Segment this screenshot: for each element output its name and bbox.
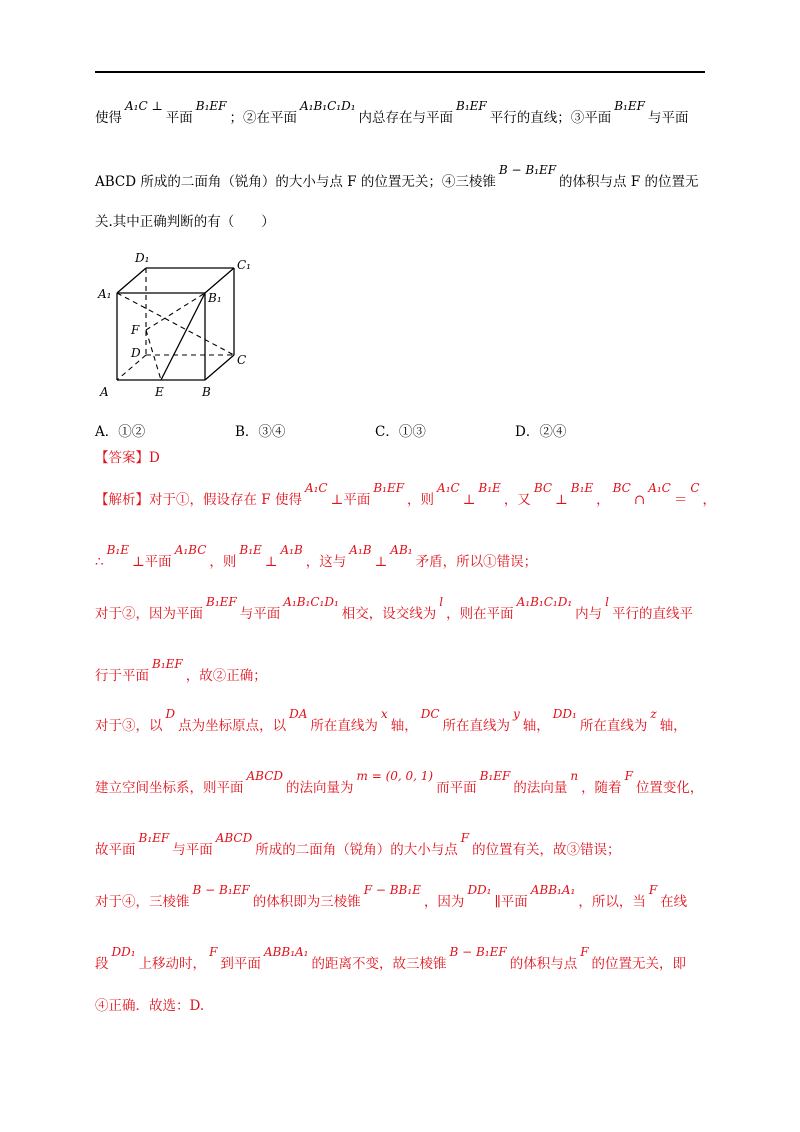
math: DD₁: [467, 883, 492, 897]
text: ⊥平面: [330, 492, 371, 508]
text: 对于②，因为平面: [95, 606, 203, 622]
math: B − B₁EF: [498, 163, 557, 177]
math: A₁B₁C₁D₁: [299, 99, 356, 113]
cube-figure: [95, 250, 265, 400]
label-C: C: [237, 353, 247, 367]
text: 的距离不变，故三棱锥: [311, 956, 447, 972]
text: ∩: [633, 492, 646, 508]
math: y: [513, 707, 520, 721]
text: ，因为: [423, 894, 465, 910]
text: 内总存在与平面: [358, 110, 454, 126]
text: ，则在平面: [446, 606, 514, 622]
math: DD₁: [552, 707, 577, 721]
math: B₁EF: [138, 831, 170, 845]
math: ABCD: [246, 769, 284, 783]
math: F: [580, 945, 589, 959]
text: ，这与: [305, 554, 347, 570]
math: ABB₁A₁: [530, 883, 576, 897]
math: C: [690, 481, 700, 495]
text: ，则: [209, 554, 237, 570]
question-line-1: [95, 99, 689, 128]
text: 与平面: [647, 110, 689, 126]
text: 行于平面: [95, 668, 149, 684]
answer-line: 【答案】D: [95, 450, 160, 466]
math: B₁EF: [195, 99, 227, 113]
text: 内与: [575, 606, 603, 622]
math: F: [624, 769, 633, 783]
math: D: [165, 707, 176, 721]
math: B₁E: [478, 481, 501, 495]
text: 所在直线为: [310, 718, 378, 734]
header-rule: [95, 71, 705, 73]
label-B: B: [202, 385, 211, 399]
text: ⊥: [264, 554, 278, 570]
analysis-line-8: [95, 883, 688, 912]
text: ，则: [407, 492, 435, 508]
math: F: [209, 945, 218, 959]
text: 矛盾，所以①错误；: [415, 554, 538, 570]
math: F: [460, 831, 470, 845]
math: B − B₁EF: [449, 945, 507, 959]
analysis-line-1: [95, 481, 717, 510]
text: 对于④，三棱锥: [95, 894, 190, 910]
text: ＝: [673, 492, 688, 508]
math: z: [650, 707, 657, 721]
math: A₁B: [349, 543, 372, 557]
text: 点为坐标原点，以: [178, 718, 287, 734]
math: l: [605, 595, 609, 609]
analysis-line-7: [95, 831, 621, 860]
text: 轴，: [522, 718, 550, 734]
math: B₁E: [570, 481, 594, 495]
math: B − B₁EF: [192, 883, 250, 897]
edge-CB: [205, 355, 234, 380]
math: BC: [612, 481, 631, 495]
option-b: B．③④: [235, 424, 286, 440]
text: 建立空间坐标系，则平面: [95, 780, 244, 796]
math: DD₁: [111, 945, 136, 959]
text: 平面: [165, 110, 193, 126]
text: 【解析】对于①，假设存在 F 使得: [95, 492, 302, 508]
text: ⊥: [555, 492, 568, 508]
math: l: [439, 595, 444, 609]
text: ∥平面: [494, 894, 528, 910]
text: 位置变化，: [635, 780, 704, 796]
text: ，所以，当: [578, 894, 646, 910]
math: A₁C: [304, 481, 328, 495]
math: B₁EF: [614, 99, 645, 113]
math: B₁EF: [152, 657, 183, 671]
text: 而平面: [436, 780, 477, 796]
math: DC: [420, 707, 440, 721]
math: B₁EF: [456, 99, 487, 113]
text: 平行的直线平: [611, 606, 693, 622]
math: m = (0, 0, 1): [356, 769, 434, 783]
math: A₁B: [280, 543, 303, 557]
math: ABCD: [215, 831, 253, 845]
analysis-line-5: [95, 707, 687, 736]
text: 的法向量为: [286, 780, 354, 796]
edge-C1B1: [205, 268, 234, 293]
analysis-line-3: [95, 595, 693, 624]
option-c: C．①③: [375, 424, 426, 440]
math: B₁EF: [206, 595, 237, 609]
question-line-2: [95, 163, 699, 192]
text: ，: [702, 492, 717, 508]
text: ，随着: [581, 780, 622, 796]
label-D: D: [131, 346, 141, 360]
text: 使得: [95, 110, 122, 126]
text: 上移动时，: [138, 956, 207, 972]
label-B1: B₁: [208, 291, 222, 305]
math: F: [648, 883, 658, 897]
math: B₁E: [239, 543, 262, 557]
text: ∴: [95, 554, 104, 570]
text: 到平面: [220, 956, 261, 972]
text: 的法向量: [513, 780, 568, 796]
text: 所成的二面角（锐角）的大小与点: [255, 842, 458, 858]
text: ⊥平面: [131, 554, 172, 570]
option-d: D．②④: [515, 424, 567, 440]
text: 的位置有关，故③错误；: [472, 842, 621, 858]
math: B₁EF: [373, 481, 405, 495]
analysis-line-9: [95, 945, 687, 974]
text: 所在直线为: [579, 718, 648, 734]
math: A₁B₁C₁D₁: [516, 595, 573, 609]
text: 的体积与点 F 的位置无: [559, 174, 699, 190]
math: A₁B₁C₁D₁: [283, 595, 339, 609]
text: ⊥: [374, 554, 388, 570]
math: A₁C ⊥: [125, 99, 163, 113]
text: ，故②正确；: [185, 668, 267, 684]
question-line-3: 关.其中正确判断的有（ ）: [95, 214, 275, 230]
math: B₁EF: [479, 769, 511, 783]
text: 在线: [660, 894, 688, 910]
option-a: A．①②: [95, 424, 146, 440]
math: F − BB₁E: [363, 883, 421, 897]
text: ；②在平面: [229, 110, 297, 126]
text: 轴，: [659, 718, 687, 734]
text: ⊥: [462, 492, 476, 508]
math: A₁BC: [174, 543, 207, 557]
text: ABCD 所成的二面角（锐角）的大小与点 F 的位置无关；④三棱锥: [95, 174, 496, 190]
label-E: E: [155, 385, 164, 399]
analysis-line-2: [95, 543, 538, 572]
analysis-line-10: ④正确．故选：D.: [95, 998, 205, 1014]
text: 平行的直线；③平面: [489, 110, 612, 126]
text: 与平面: [239, 606, 281, 622]
edge-A1D1: [117, 268, 146, 293]
label-D1: D₁: [135, 251, 150, 265]
math: ABB₁A₁: [263, 945, 309, 959]
math: B₁E: [106, 543, 129, 557]
label-A1: A₁: [98, 287, 112, 301]
analysis-line-6: [95, 769, 704, 798]
text: 所在直线为: [442, 718, 511, 734]
math: x: [380, 707, 388, 721]
text: 的体积与点: [509, 956, 578, 972]
text: 相交，设交线为: [341, 606, 437, 622]
text: 对于③，以: [95, 718, 163, 734]
math: BC: [533, 481, 553, 495]
math: AB₁: [390, 543, 413, 557]
math: A₁C: [648, 481, 671, 495]
text: 与平面: [172, 842, 213, 858]
math: n: [570, 769, 579, 783]
text: 故平面: [95, 842, 136, 858]
text: 轴，: [390, 718, 418, 734]
text: ，又: [503, 492, 531, 508]
text: 段: [95, 956, 109, 972]
text: ，: [596, 492, 610, 508]
analysis-line-4: [95, 657, 267, 686]
math: DA: [289, 707, 308, 721]
text: 的位置无关，即: [591, 956, 687, 972]
text: 的体积即为三棱锥: [252, 894, 361, 910]
label-F: F: [131, 323, 140, 337]
math: A₁C: [437, 481, 460, 495]
label-A: A: [100, 385, 109, 399]
label-C1: C₁: [237, 258, 251, 272]
